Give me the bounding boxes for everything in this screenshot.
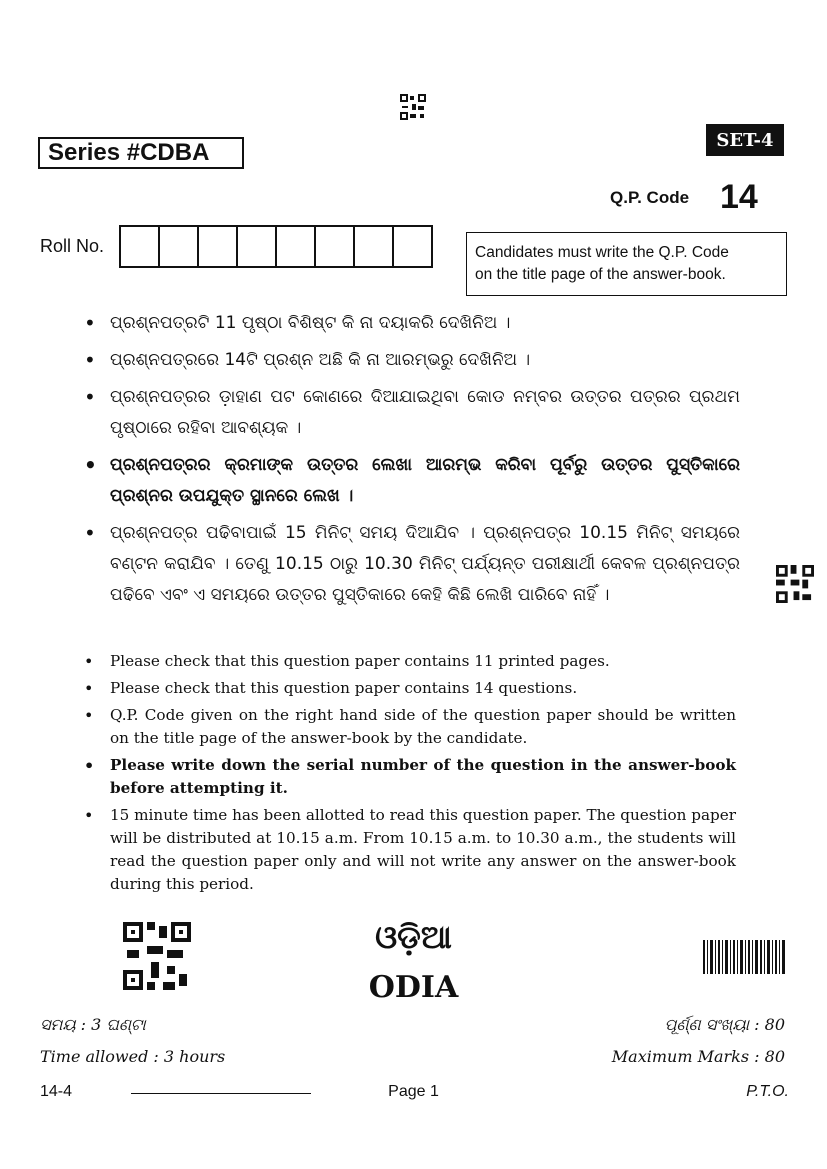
roll-no-cell[interactable] xyxy=(316,225,355,268)
english-instructions-list xyxy=(80,650,736,900)
qr-code-icon xyxy=(400,94,426,120)
maximum-marks-odia: ପୂର୍ଣ୍ଣ ସଂଖ୍ୟା : 80 xyxy=(664,1015,785,1034)
odia-instruction: • ପ୍ରଶ୍ନପତ୍ର ପଢିବାପାଇଁ 15 ମିନିଟ୍ ସମୟ ଦିଆଯିବ । ପ୍ରଶ୍ନପତ୍ର 10.15 ମିନିଟ୍ ସମୟରେ ବଣ୍ଟନ କରାଯିବ । ତେଣୁ 10.15 ଠାରୁ 10.30 ମିନିଟ୍ ପର୍ଯ୍ୟନ୍ତ ପରୀକ୍ଷାର୍ଥୀ କେବଳ ପ୍ରଶ୍ନପତ୍ର ପଢିବେ ଏବଂ ଏ ସମୟରେ ଉତ୍ତର ପୁସ୍ତିକାରେ କେହି କିଛି ଲେଖି ପାରିବେ ନାହିଁ । xyxy=(80,518,740,611)
roll-no-cell[interactable] xyxy=(121,225,160,268)
english-instruction: • Q.P. Code given on the right hand side of the question paper should be written on the title page of the answer-book by the candidate. xyxy=(80,704,736,750)
odia-instructions-list xyxy=(80,308,740,617)
time-allowed-english: Time allowed : 3 hours xyxy=(40,1047,226,1066)
subject-title-english: ODIA xyxy=(368,970,459,1005)
candidate-note-box xyxy=(466,232,787,296)
english-instruction: • Please check that this question paper contains 14 questions. xyxy=(80,677,736,700)
footer-pto: P.T.O. xyxy=(746,1083,789,1100)
time-allowed-odia: ସମୟ : 3 ଘଣ୍ଟା xyxy=(40,1015,146,1034)
candidate-note-line: on the title page of the answer-book. xyxy=(475,266,726,283)
english-instruction: • Please check that this question paper contains 11 printed pages. xyxy=(80,650,736,673)
footer-page-number: Page 1 xyxy=(388,1083,439,1100)
qp-code-label: Q.P. Code xyxy=(610,188,690,207)
english-instruction: • 15 minute time has been allotted to read this question paper. The question paper will be distributed at 10.15 a.m. From 10.15 a.m. to 10.30 a.m., the students will read the question paper only and will not write any answer on the answer-book during this period. xyxy=(80,804,736,896)
footer-paper-code: 14-4 xyxy=(40,1083,73,1100)
odia-instruction: • ପ୍ରଶ୍ନପତ୍ରରେ 14ଟି ପ୍ରଶ୍ନ ଅଛି କି ନା ଆରମ୍ଭରୁ ଦେଖିନିଅ । xyxy=(80,345,740,376)
roll-no-grid[interactable] xyxy=(119,225,433,268)
odia-instruction: • ପ୍ରଶ୍ନପତ୍ରଟି 11 ପୃଷ୍ଠା ବିଶିଷ୍ଟ କି ନା ଦୟାକରି ଦେଖିନିଅ । xyxy=(80,308,740,339)
roll-no-cell[interactable] xyxy=(355,225,394,268)
roll-no-cell[interactable] xyxy=(199,225,238,268)
odia-instruction: • ପ୍ରଶ୍ନପତ୍ରର କ୍ରମାଙ୍କ ଉତ୍ତର ଲେଖା ଆରମ୍ଭ କରିବା ପୂର୍ବରୁ ଉତ୍ତର ପୁସ୍ତିକାରେ ପ୍ରଶ୍ନର ଉପଯୁକ୍ତ ସ୍ଥାନରେ ଲେଖ । xyxy=(80,450,740,512)
roll-no-cell[interactable] xyxy=(394,225,433,268)
series-label: Series #CDBA xyxy=(38,137,244,169)
subject-title-odia: ଓଡ଼ିଆ xyxy=(375,918,452,956)
maximum-marks-english: Maximum Marks : 80 xyxy=(611,1047,785,1066)
candidate-note-line: Candidates must write the Q.P. Code xyxy=(475,244,729,261)
roll-no-label: Roll No. xyxy=(40,236,105,256)
english-instruction: • Please write down the serial number of the question in the answer-book before attempting it. xyxy=(80,754,736,800)
roll-no-cell[interactable] xyxy=(160,225,199,268)
roll-no-cell[interactable] xyxy=(238,225,277,268)
set-badge: SET-4 xyxy=(706,124,784,156)
qp-code-value: 14 xyxy=(720,178,758,216)
qr-code-icon xyxy=(776,565,814,603)
barcode-icon xyxy=(703,940,785,978)
roll-no-cell[interactable] xyxy=(277,225,316,268)
odia-instruction: • ପ୍ରଶ୍ନପତ୍ରର ଡ଼ାହାଣ ପଟ କୋଣରେ ଦିଆଯାଇଥିବା କୋଡ ନମ୍ବର ଉତ୍ତର ପତ୍ରର ପ୍ରଥମ ପୃଷ୍ଠାରେ ରହିବା ଆବଶ୍ୟକ । xyxy=(80,382,740,444)
